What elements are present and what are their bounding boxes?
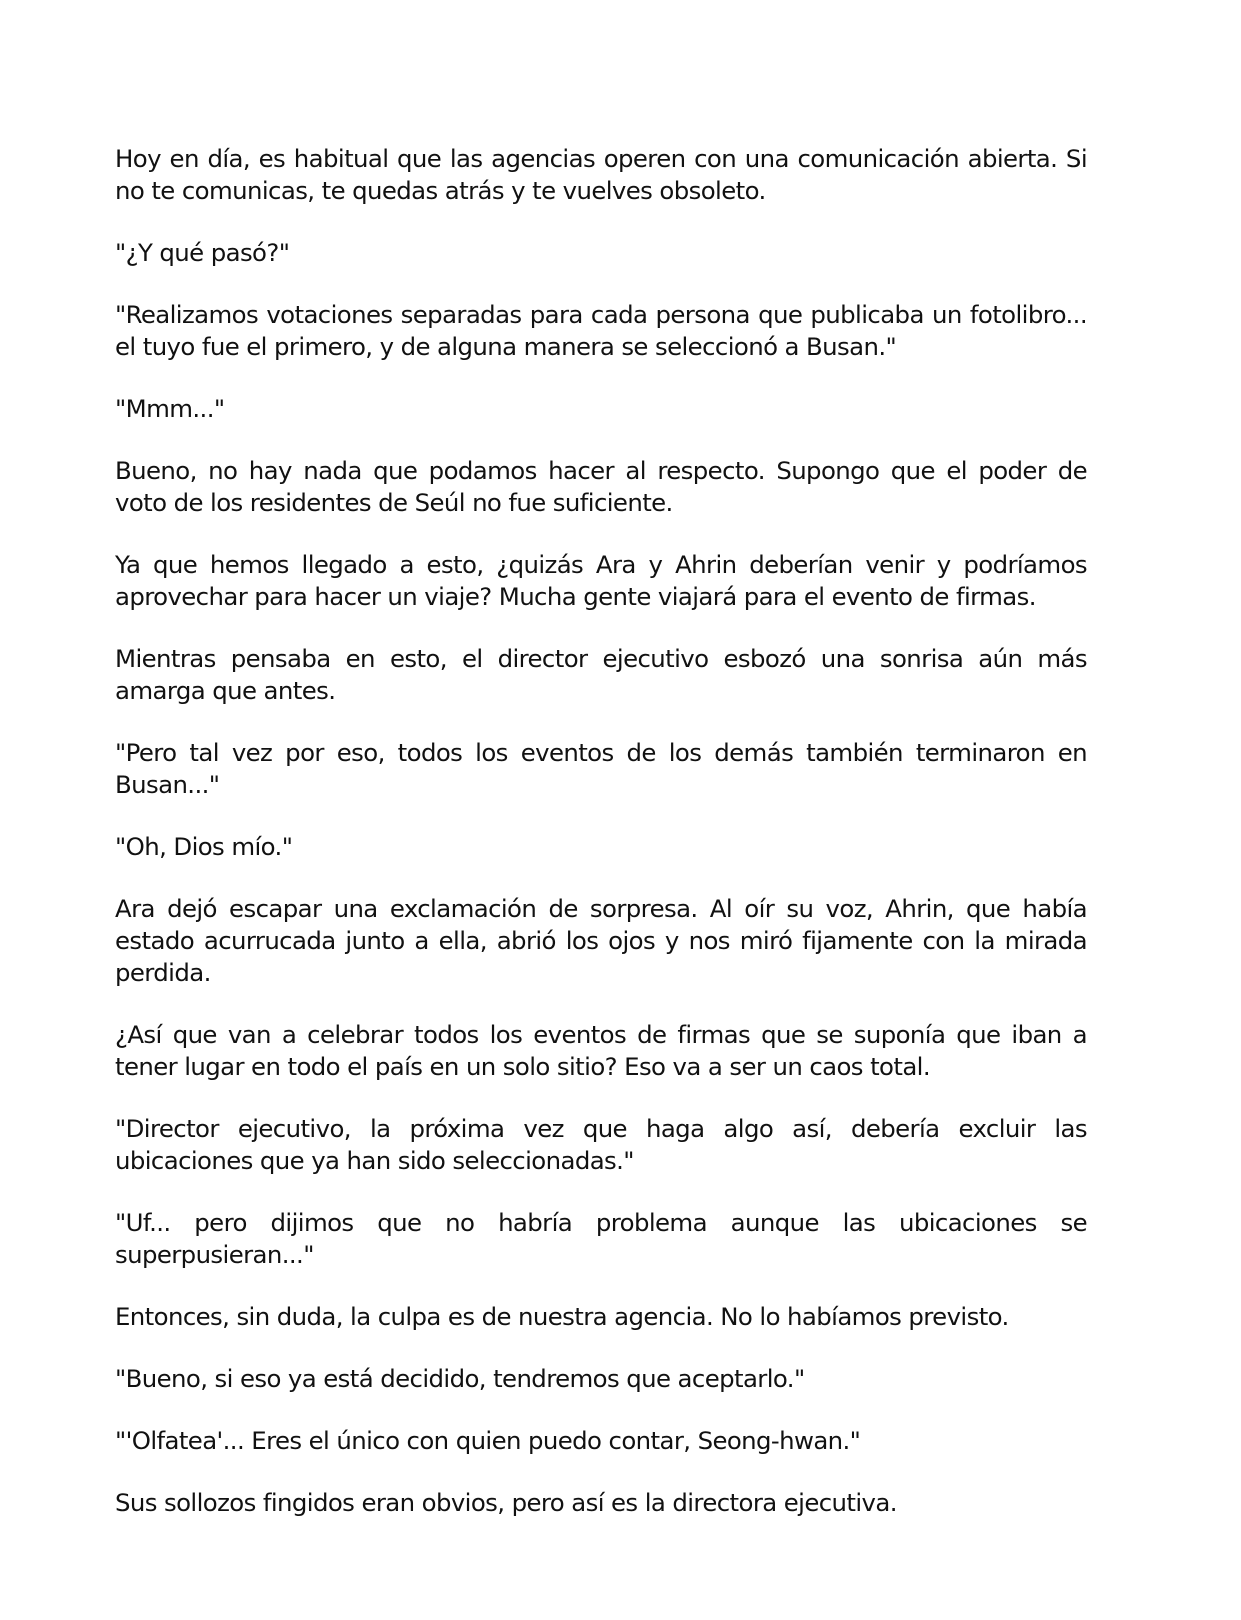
paragraph-6: Ya que hemos llegado a esto, ¿quizás Ara y Ahrin deberían venir y podríamos aprovechar para hacer un viaje? Mucha gente viajará para el evento de firmas. bbox=[115, 550, 1087, 611]
paragraph-12: "Director ejecutivo, la próxima vez que haga algo así, debería excluir las ubicaciones que ya han sido seleccionadas." bbox=[115, 1114, 1087, 1175]
paragraph-3: "Realizamos votaciones separadas para cada persona que publicaba un fotolibro... el tuyo fue el primero, y de alguna manera se seleccionó a Busan." bbox=[115, 300, 1087, 361]
paragraph-1: Hoy en día, es habitual que las agencias operen con una comunicación abierta. Si no te comunicas, te quedas atrás y te vuelves obsoleto. bbox=[115, 144, 1087, 205]
paragraph-10: Ara dejó escapar una exclamación de sorpresa. Al oír su voz, Ahrin, que había estado acurrucada junto a ella, abrió los ojos y nos miró fijamente con la mirada perdida. bbox=[115, 894, 1087, 987]
paragraph-15: "Bueno, si eso ya está decidido, tendremos que aceptarlo." bbox=[115, 1364, 805, 1393]
paragraph-7: Mientras pensaba en esto, el director ejecutivo esbozó una sonrisa aún más amarga que antes. bbox=[115, 644, 1087, 705]
paragraph-16: "'Olfatea'... Eres el único con quien puedo contar, Seong-hwan." bbox=[115, 1426, 861, 1455]
paragraph-2: "¿Y qué pasó?" bbox=[115, 238, 290, 267]
paragraph-9: "Oh, Dios mío." bbox=[115, 832, 293, 861]
paragraph-5: Bueno, no hay nada que podamos hacer al respecto. Supongo que el poder de voto de los residentes de Seúl no fue suficiente. bbox=[115, 456, 1087, 517]
paragraph-4: "Mmm..." bbox=[115, 394, 225, 423]
paragraph-8: "Pero tal vez por eso, todos los eventos de los demás también terminaron en Busan..." bbox=[115, 738, 1087, 799]
paragraph-17: Sus sollozos fingidos eran obvios, pero así es la directora ejecutiva. bbox=[115, 1488, 897, 1517]
paragraph-14: Entonces, sin duda, la culpa es de nuestra agencia. No lo habíamos previsto. bbox=[115, 1302, 1009, 1331]
paragraph-13: "Uf... pero dijimos que no habría problema aunque las ubicaciones se superpusieran..." bbox=[115, 1208, 1087, 1269]
document-page bbox=[115, 143, 1087, 1549]
paragraph-11: ¿Así que van a celebrar todos los eventos de firmas que se suponía que iban a tener lugar en todo el país en un solo sitio? Eso va a ser un caos total. bbox=[115, 1020, 1087, 1081]
